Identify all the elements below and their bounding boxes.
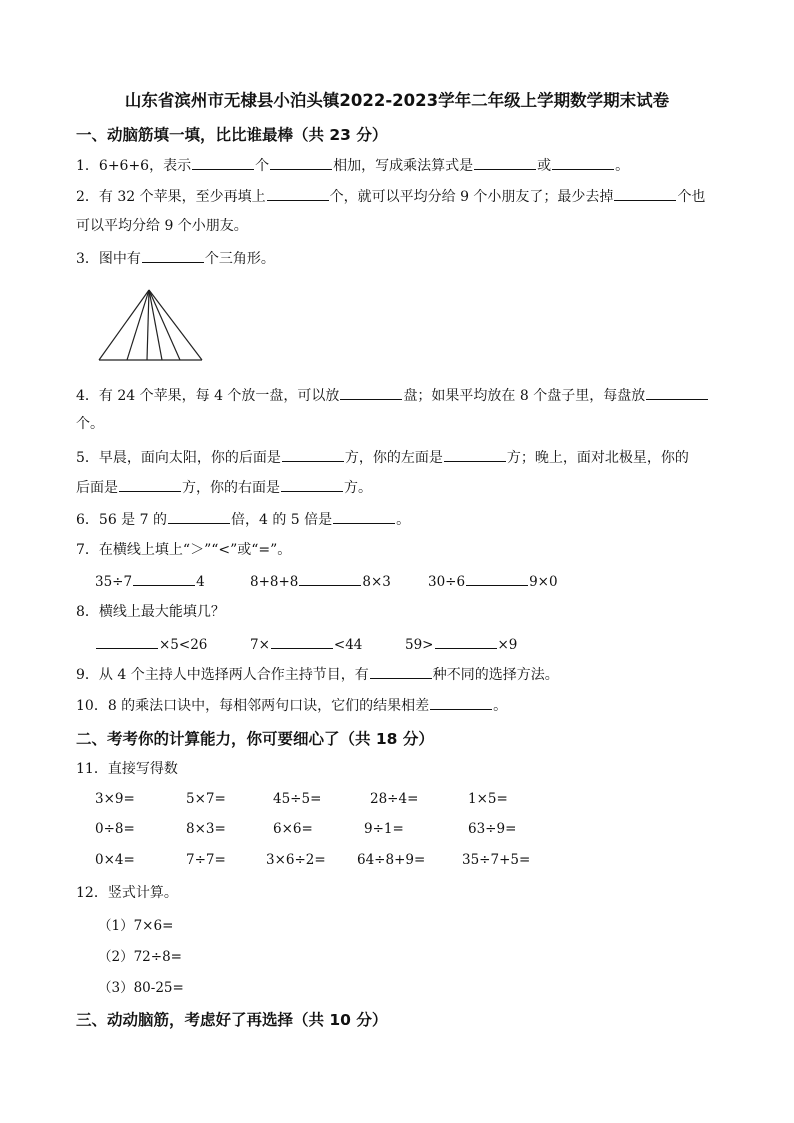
answer-blank[interactable]: [299, 571, 361, 586]
q1-text-c: 相加，写成乘法算式是: [333, 158, 474, 174]
q5-line2-text-b: 方，你的右面是: [182, 480, 280, 496]
section-2-heading: 二、考考你的计算能力，你可要细心了（共 18 分）: [76, 730, 434, 748]
question-11: 11．直接写得数: [76, 761, 178, 777]
comparison-right: 4: [196, 574, 205, 590]
q10-text-b: 。: [493, 698, 508, 714]
triangle-inner-line: [147, 290, 149, 360]
comparison-right: 8×3: [362, 574, 391, 590]
max-fill-left: 7×: [250, 637, 270, 653]
calc-item: 3×6÷2=: [266, 852, 326, 868]
calc-item: 0×4=: [95, 852, 135, 868]
question-2: [76, 186, 705, 207]
max-fill-right: ×5<26: [159, 637, 208, 653]
question-7: 7．在横线上填上“＞”“<”或“=”。: [76, 542, 292, 558]
q6-text-c: 。: [396, 512, 411, 528]
page-title: 山东省滨州市无棣县小泊头镇2022-2023学年二年级上学期数学期末试卷: [124, 91, 670, 110]
answer-blank[interactable]: [435, 634, 497, 649]
q1-text-b: 个: [255, 158, 270, 174]
calc-item: 6×6=: [273, 821, 313, 837]
q5-text-c: 方；晚上，面对北极星，你的: [506, 450, 689, 466]
answer-blank[interactable]: [282, 447, 344, 462]
section-3-heading: 三、动动脑筋，考虑好了再选择（共 10 分）: [76, 1011, 388, 1029]
answer-blank[interactable]: [168, 509, 230, 524]
comparison-right: 9×0: [529, 574, 558, 590]
q3-text-a: 3．图中有: [76, 251, 141, 267]
q10-text-a: 10．8 的乘法口诀中，每相邻两句口诀，它们的结果相差: [76, 698, 430, 714]
calc-item: 1×5=: [468, 791, 508, 807]
q4-text-a: 4．有 24 个苹果，每 4 个放一盘，可以放: [76, 388, 340, 404]
answer-blank[interactable]: [430, 695, 492, 710]
q6-text-b: 倍，4 的 5 倍是: [230, 512, 333, 528]
calc-item: 5×7=: [186, 791, 226, 807]
question-8: 8．横线上最大能填几？: [76, 604, 225, 620]
comparison-item: [428, 571, 558, 590]
q5-text-b: 方，你的左面是: [344, 450, 443, 466]
calc-item: 0÷8=: [95, 821, 135, 837]
comparison-item: [250, 571, 391, 590]
q9-text-b: 种不同的选择方法。: [432, 667, 559, 683]
q1-text-a: 1．6+6+6，表示: [76, 158, 192, 174]
max-fill-item: [405, 634, 517, 653]
question-2-line-2: 可以平均分给 9 个小朋友。: [76, 218, 248, 234]
question-6: [76, 509, 410, 530]
question-4: [76, 385, 709, 406]
comparison-left: 30÷6: [428, 574, 466, 590]
question-10: [76, 695, 507, 716]
question-9: [76, 664, 559, 685]
calc-item: 45÷5=: [273, 791, 322, 807]
q3-text-b: 个三角形。: [204, 251, 275, 267]
answer-blank[interactable]: [281, 477, 343, 492]
vertical-calc-item: （3）80-25=: [98, 980, 184, 996]
vertical-calc-item: （2）72÷8=: [98, 949, 182, 965]
calc-item: 63÷9=: [468, 821, 517, 837]
q4-text-b: 盘；如果平均放在 8 个盘子里，每盘放: [403, 388, 646, 404]
answer-blank[interactable]: [333, 509, 395, 524]
triangle-inner-line: [127, 290, 149, 360]
answer-blank[interactable]: [370, 664, 432, 679]
calc-item: 3×9=: [95, 791, 135, 807]
vertical-calc-item: （1）7×6=: [98, 918, 174, 934]
max-fill-item: [250, 634, 362, 653]
answer-blank[interactable]: [119, 477, 181, 492]
q2-text-b: 个，就可以平均分给 9 个小朋友了；最少去掉: [329, 189, 614, 205]
calc-item: 8×3=: [186, 821, 226, 837]
calc-item: 64÷8+9=: [357, 852, 426, 868]
comparison-left: 8+8+8: [250, 574, 299, 590]
q2-text-a: 2．有 32 个苹果，至少再填上: [76, 189, 266, 205]
triangle-inner-line: [149, 290, 162, 360]
calc-item: 9÷1=: [364, 821, 404, 837]
answer-blank[interactable]: [271, 634, 333, 649]
calc-item: 35÷7+5=: [462, 852, 531, 868]
q5-line2-text-a: 后面是: [76, 480, 118, 496]
answer-blank[interactable]: [267, 186, 329, 201]
question-12: 12．竖式计算。: [76, 885, 178, 901]
calc-item: 28÷4=: [370, 791, 419, 807]
q2-text-c: 个也: [677, 189, 706, 205]
answer-blank[interactable]: [552, 155, 614, 170]
question-1: [76, 155, 629, 176]
q5-line2-text-c: 方。: [344, 480, 372, 496]
answer-blank[interactable]: [474, 155, 536, 170]
answer-blank[interactable]: [142, 248, 204, 263]
question-3: [76, 248, 275, 269]
q1-text-d: 或: [537, 158, 552, 174]
q1-text-e: 。: [615, 158, 630, 174]
max-fill-item: [95, 634, 207, 653]
triangle-side-left: [99, 290, 149, 360]
question-5-line-2: [76, 477, 372, 498]
question-4-line-2: 个。: [76, 416, 104, 432]
q9-text-a: 9．从 4 个主持人中选择两人合作主持节目，有: [76, 667, 369, 683]
question-5: [76, 447, 689, 468]
max-fill-right: <44: [333, 637, 363, 653]
answer-blank[interactable]: [96, 634, 158, 649]
section-1-heading: 一、动脑筋填一填，比比谁最棒（共 23 分）: [76, 126, 388, 144]
comparison-item: [95, 571, 205, 590]
triangle-figure: [96, 288, 206, 364]
answer-blank[interactable]: [340, 385, 402, 400]
answer-blank[interactable]: [614, 186, 676, 201]
answer-blank[interactable]: [646, 385, 708, 400]
answer-blank[interactable]: [270, 155, 332, 170]
answer-blank[interactable]: [192, 155, 254, 170]
calc-item: 7÷7=: [186, 852, 226, 868]
comparison-left: 35÷7: [95, 574, 133, 590]
answer-blank[interactable]: [444, 447, 506, 462]
max-fill-left: 59>: [405, 637, 434, 653]
answer-blank[interactable]: [133, 571, 195, 586]
q5-text-a: 5．早晨，面向太阳，你的后面是: [76, 450, 281, 466]
q6-text-a: 6．56 是 7 的: [76, 512, 167, 528]
answer-blank[interactable]: [466, 571, 528, 586]
max-fill-right: ×9: [497, 637, 518, 653]
